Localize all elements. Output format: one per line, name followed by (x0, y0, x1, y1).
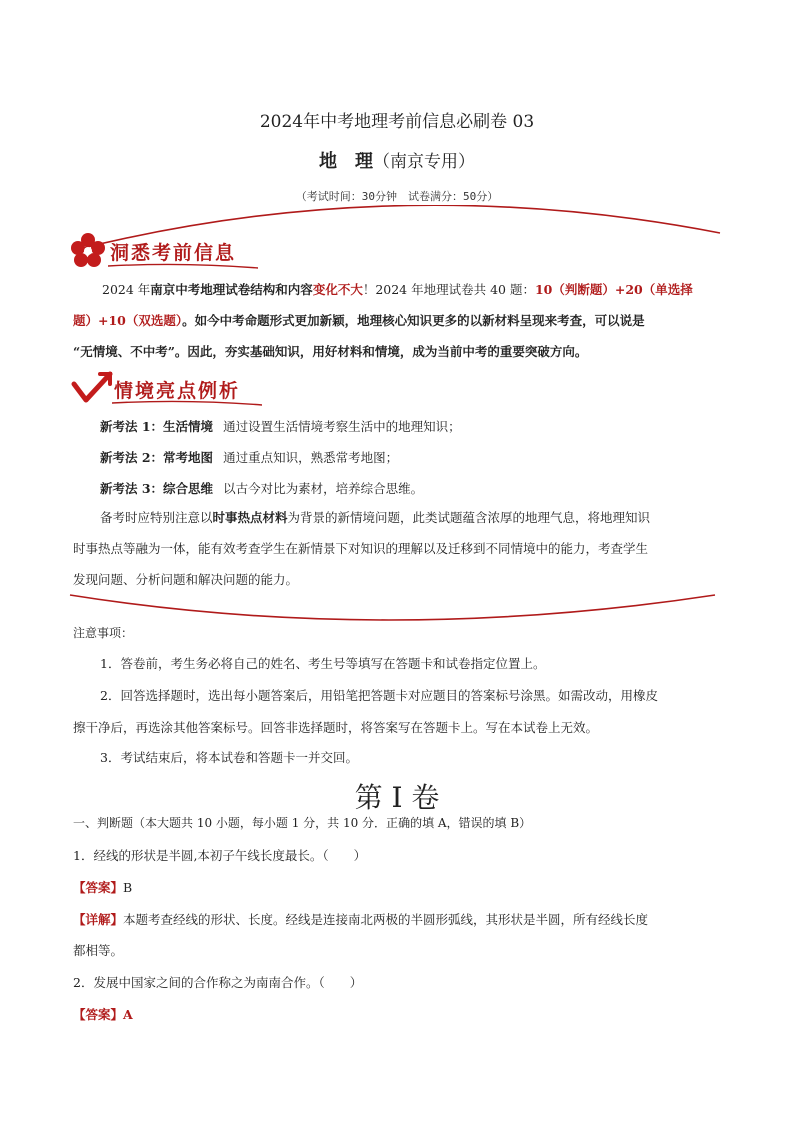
info-line-2 (73, 305, 645, 336)
note-2b: 擦干净后，再选涂其他答案标号。回答非选择题时，将答案写在答题卡上。写在本试卷上无效。 (73, 720, 599, 735)
answer-label: 【答案】 (73, 880, 124, 895)
question-1: 1．经线的形状是半圆,本初子午线长度最长。（ ） (73, 848, 367, 863)
method-item (100, 479, 423, 497)
note-3: 3．考试结束后，将本试卷和答题卡一并交回。 (100, 750, 358, 765)
info-highlight: 变化不大 (312, 282, 363, 297)
method-desc: 通过设置生活情境考察生活中的地理知识； (223, 419, 461, 434)
info-line-3 (73, 336, 587, 367)
subject-title (0, 147, 794, 173)
section-heading-info: 洞悉考前信息 (110, 242, 237, 264)
notes-title: 注意事项： (73, 626, 134, 640)
info-line-1 (102, 274, 693, 305)
paper-title: 2024年中考地理考前信息必刷卷 03 (259, 112, 535, 132)
flower-icon (70, 232, 106, 268)
answer-value: B (123, 880, 133, 895)
detail-text: 本题考查经线的形状、长度。经线是连接南北两极的半圆形弧线，其形状是半圆，所有经线长度 (123, 912, 649, 927)
question-2: 2．发展中国家之间的合作称之为南南合作。（ ） (73, 975, 363, 990)
answer-label: 【答案】 (73, 1007, 124, 1022)
method-tag: 新考法 3：综合思维 (100, 481, 214, 496)
note-2a: 2．回答选择题时，选出每小题答案后，用铅笔把答题卡对应题目的答案标号涂黑。如需改动，用橡皮 (100, 688, 658, 703)
subject-note: （南京专用） (373, 152, 475, 172)
method-desc: 通过重点知识，熟悉常考地图； (223, 450, 399, 465)
answer-2 (73, 999, 133, 1030)
analysis-line-2: 时事热点等融为一体，能有效考查学生在新情景下对知识的理解以及迁移到不同情境中的能力，考查学生 (73, 541, 649, 556)
info-bold: 南京中考地理试卷结构和内容 (150, 282, 313, 297)
info-bold: 。如今中考命题形式更加新颖，地理核心知识更多的以新材料呈现来考查，可以说是 (182, 313, 645, 328)
detail-label: 【详解】 (73, 912, 124, 927)
info-bold: “无情境、不中考”。因此，夯实基础知识，用好材料和情境，成为当前中考的重要突破方向。 (73, 344, 588, 359)
check-arrow-icon (70, 370, 114, 406)
part1-heading: 一、判断题（本大题共 10 小题，每小题 1 分，共 10 分．正确的填 A，错误的填 B） (73, 816, 532, 830)
detail-1 (73, 904, 648, 935)
method-desc: 以古今对比为素材，培养综合思维。 (223, 481, 424, 496)
method-item (100, 448, 398, 466)
method-item (100, 417, 461, 435)
analysis-bold: 时事热点材料 (212, 510, 288, 525)
exam-info: （考试时间：30分钟 试卷满分：50分） (295, 190, 499, 203)
section-heading-analysis: 情境亮点例析 (114, 380, 241, 402)
answer-value: A (123, 1007, 133, 1022)
volume-heading: 第 I 卷 (354, 781, 440, 814)
answer-1 (73, 872, 132, 903)
analysis-text: 为背景的新情境问题，此类试题蕴含浓厚的地理气息，将地理知识 (287, 510, 651, 525)
method-tag: 新考法 2：常考地图 (100, 450, 214, 465)
note-1: 1．答卷前，考生务必将自己的姓名、考生号等填写在答题卡和试卷指定位置上。 (100, 656, 546, 671)
subject-name: 地 理 (319, 151, 373, 172)
info-text: 2024 年 (102, 282, 151, 297)
detail-1-cont: 都相等。 (73, 943, 124, 958)
analysis-text: 备考时应特别注意以 (100, 510, 213, 525)
info-highlight: 题）+10（双选题） (73, 313, 183, 328)
heading-underline (108, 262, 258, 270)
analysis-line-3: 发现问题、分析问题和解决问题的能力。 (73, 572, 299, 587)
info-text: ！2024 年地理试卷共 40 题： (362, 282, 535, 297)
method-tag: 新考法 1：生活情境 (100, 419, 214, 434)
info-highlight: 10（判断题）+20（单选择 (534, 282, 693, 297)
heading-underline (112, 399, 262, 407)
analysis-line-1 (100, 502, 650, 533)
